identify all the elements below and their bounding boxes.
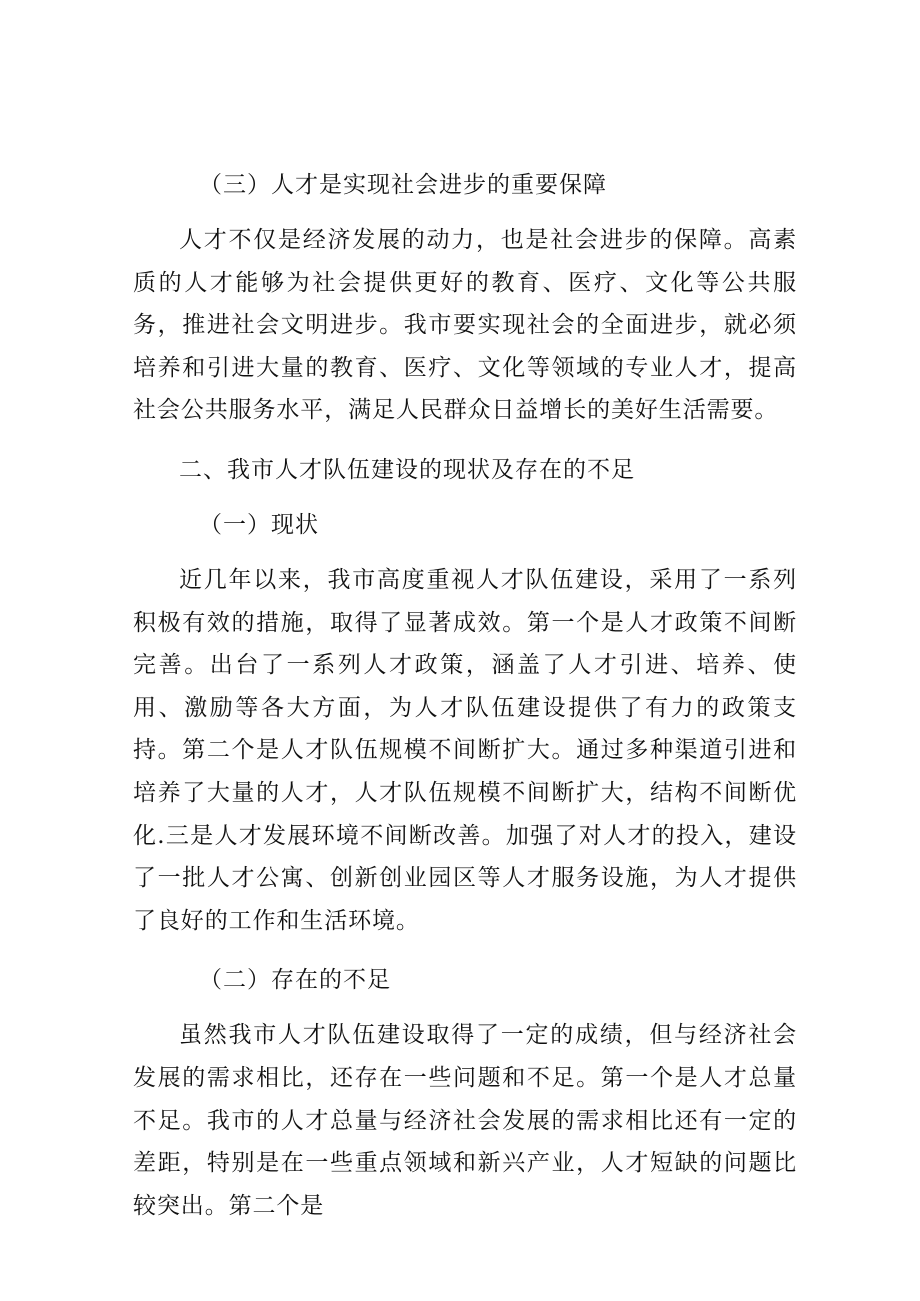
- part-2-heading: 二、我市人才队伍建设的现状及存在的不足: [179, 456, 635, 483]
- subsection-1-heading: （一）现状: [199, 511, 319, 538]
- section-3-heading: （三）人才是实现社会进步的重要保障: [199, 172, 607, 198]
- subsection-2-heading: （二）存在的不足: [199, 967, 391, 994]
- document-body: [133, 164, 797, 1244]
- subsection-2-paragraph: 虽然我市人才队伍建设取得了一定的成绩，但与经济社会发展的需求相比，还存在一些问题和不足。第一个是人才总量不足。我市的人才总量与经济社会发展的需求相比还有一定的差距，特别是在一些重点领域和新兴产业，人才短缺的问题比较突出。第二个是: [133, 1022, 797, 1219]
- subsection-1-paragraph: 近几年以来，我市高度重视人才队伍建设，采用了一系列积极有效的措施，取得了显著成效。第一个是人才政策不间断完善。出台了一系列人才政策，涵盖了人才引进、培养、使用、激励等各大方面，为人才队伍建设提供了有力的政策支持。第二个是人才队伍规模不间断扩大。通过多种渠道引进和培养了大量的人才，人才队伍规模不间断扩大，结构不间断优化.三是人才发展环境不间断改善。加强了对人才的投入，建设了一批人才公寓、创新创业园区等人才服务设施，为人才提供了良好的工作和生活环境。: [133, 566, 797, 934]
- section-3-paragraph: 人才不仅是经济发展的动力，也是社会进步的保障。高素质的人才能够为社会提供更好的教育、医疗、文化等公共服务，推进社会文明进步。我市要实现社会的全面进步，就必须培养和引进大量的教育、医疗、文化等领域的专业人才，提高社会公共服务水平，满足人民群众日益增长的美好生活需要。: [133, 227, 797, 424]
